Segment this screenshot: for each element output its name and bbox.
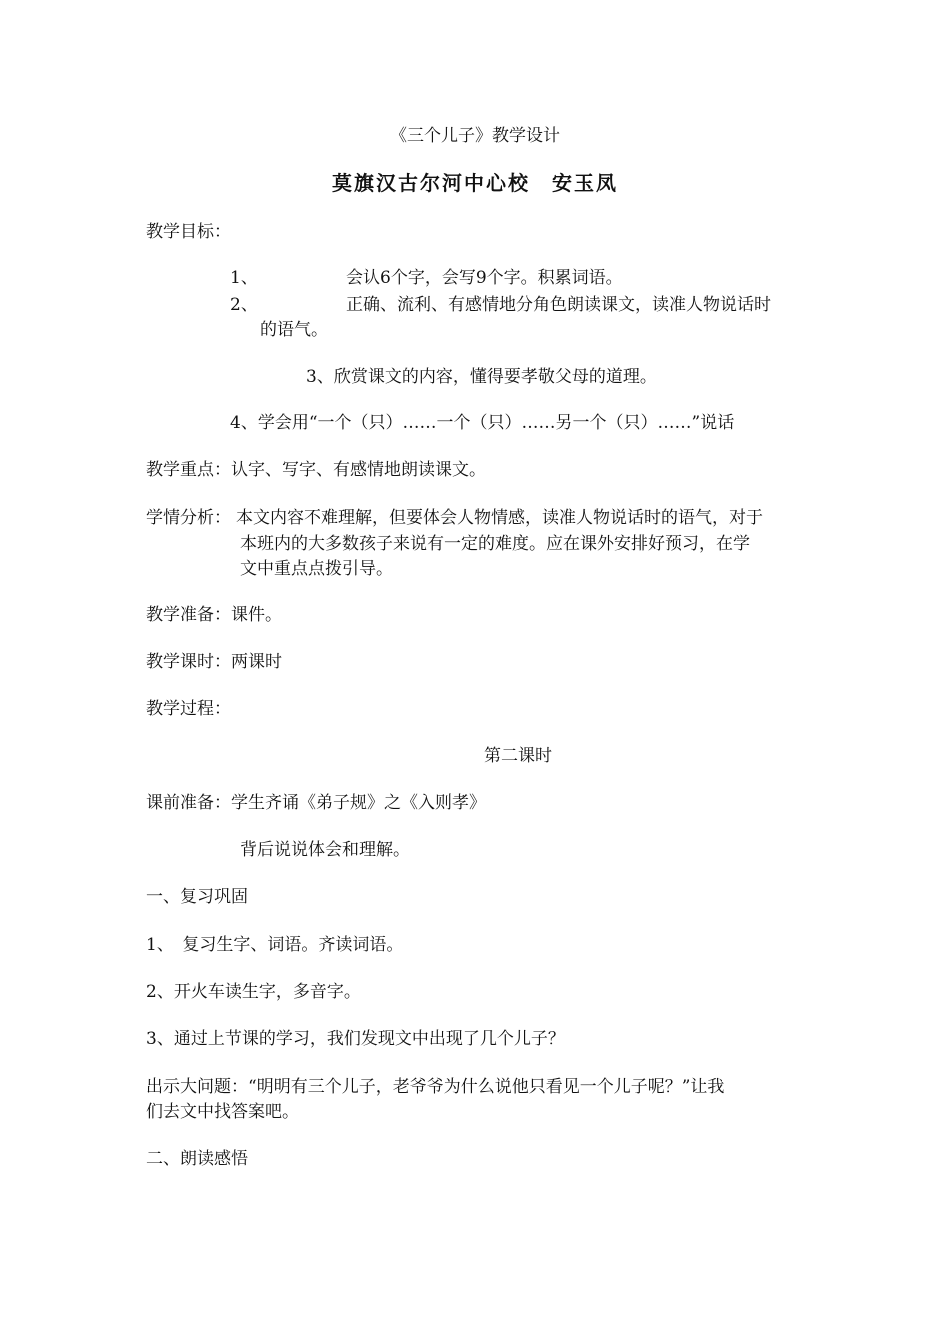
review-item-3: 3、通过上节课的学习，我们发现文中出现了几个儿子？ (146, 1029, 565, 1049)
teaching-hours: 教学课时：两课时 (146, 652, 282, 672)
pre-class-preparation: 课前准备：学生齐诵《弟子规》之《入则孝》 (146, 793, 486, 813)
review-item-1: 1、 复习生字、词语。齐读词语。 (146, 935, 404, 955)
analysis-line-2: 本班内的大多数孩子来说有一定的难度。应在课外安排好预习，在学 (240, 534, 750, 554)
question-line-2: 们去文中找答案吧。 (146, 1102, 299, 1122)
teaching-process-heading: 教学过程： (146, 699, 231, 719)
teaching-preparation: 教学准备：课件。 (146, 605, 282, 625)
goal-2-number: 2、 (230, 295, 258, 315)
author-line: 莫旗汉古尔河中心校 安玉凤 (332, 171, 618, 195)
section-1-heading: 一、复习巩固 (146, 887, 248, 907)
goal-1-number: 1、 (230, 268, 258, 288)
key-points: 教学重点：认字、写字、有感情地朗读课文。 (146, 460, 486, 480)
review-item-2: 2、开火车读生字，多音字。 (146, 982, 361, 1002)
goals-heading: 教学目标： (146, 222, 231, 242)
goal-3-text: 3、欣赏课文的内容，懂得要孝敬父母的道理。 (306, 367, 657, 387)
analysis-label: 学情分析： (146, 508, 231, 528)
lesson-heading: 第二课时 (484, 746, 552, 766)
goal-1-text: 会认6个字，会写9个字。积累词语。 (346, 268, 623, 288)
section-2-heading: 二、朗读感悟 (146, 1149, 248, 1169)
goal-2-continuation: 的语气。 (260, 320, 328, 340)
question-line-1: 出示大问题：“明明有三个儿子，老爷爷为什么说他只看见一个儿子呢？”让我 (146, 1077, 725, 1097)
analysis-line-3: 文中重点点拨引导。 (240, 559, 393, 579)
document-title: 《三个儿子》教学设计 (390, 126, 560, 146)
analysis-line-1: 本文内容不难理解，但要体会人物情感，读准人物说话时的语气，对于 (236, 508, 763, 528)
goal-2-text: 正确、流利、有感情地分角色朗读课文，读准人物说话时 (346, 295, 771, 315)
goal-4-text: 4、学会用“一个（只）……一个（只）……另一个（只）……”说话 (230, 413, 735, 433)
pre-class-continuation: 背后说说体会和理解。 (240, 840, 410, 860)
